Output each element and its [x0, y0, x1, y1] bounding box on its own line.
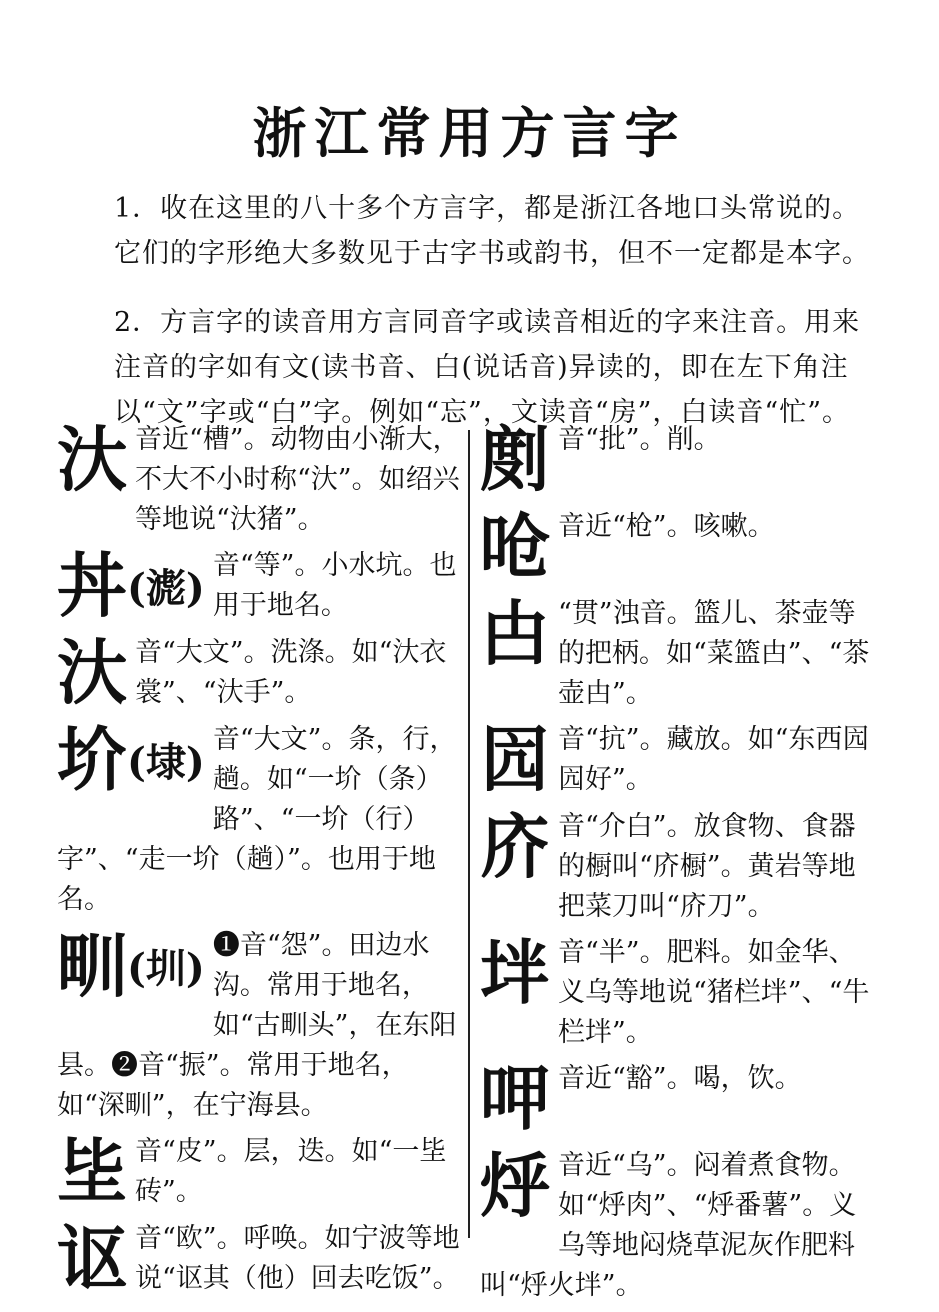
headword-char: 呷: [480, 1057, 550, 1140]
dictionary-entry: [480, 1059, 880, 1140]
entry-headword: [480, 505, 550, 588]
entry-definition: 音“皮”。层，迭。如“一坒砖”。: [135, 1136, 447, 1207]
dictionary-entry: [480, 594, 880, 714]
headword-char: 讴: [57, 1217, 127, 1300]
entry-headword: [480, 418, 550, 501]
dictionary-entry: [480, 420, 880, 501]
entry-definition: 音近“豁”。喝，饮。: [558, 1063, 802, 1094]
entry-headword: [57, 544, 205, 627]
page-title: 浙江常用方言字: [252, 101, 687, 165]
entry-headword: [480, 718, 550, 801]
headword-variant: (滮): [127, 565, 205, 612]
headword-char: 呛: [480, 505, 550, 588]
right-column: [480, 420, 880, 1312]
entry-definition: 音“大文”。洗涤。如“汏衣裳”、“汏手”。: [135, 637, 447, 708]
dictionary-entry: [480, 720, 880, 801]
entry-definition: ❶音“怨”。田边水沟。常用于地名，如“古甽头”，在东阳县。❷音“振”。常用于地名，如“深甽”，在宁海县。: [57, 930, 457, 1121]
entry-definition: 音“等”。小水坑。也用于地名。: [212, 550, 457, 621]
entry-definition: 音“介白”。放食物、食器的橱叫“庎橱”。黄岩等地把菜刀叫“庎刀”。: [558, 811, 856, 922]
dictionary-entry: [57, 1132, 463, 1213]
headword-char: 坢: [480, 931, 550, 1014]
headword-char: 囥: [480, 718, 550, 801]
dictionary-entry: [480, 1146, 880, 1306]
dictionary-entry: [57, 926, 463, 1126]
intro-paragraph-1: [58, 186, 880, 276]
entry-headword: [57, 631, 127, 714]
entry-headword: [57, 418, 127, 501]
column-divider: [468, 430, 470, 1238]
headword-char: 汏: [57, 418, 127, 501]
intro-text: 2．方言字的读音用方言同音字或读音相近的字来注音。用来注音的字如有文(读书音、白(说话音)异读的，即在左下角注以“文”字或“白”字。例如“忘”，文读音“房”，白读音“忙”。: [114, 307, 861, 428]
entry-headword: [57, 718, 205, 801]
entry-headword: [57, 1130, 127, 1213]
entry-definition: 音“半”。肥料。如金华、义乌等地说“猪栏坢”、“牛栏坢”。: [558, 937, 870, 1048]
headword-char: 剫: [480, 418, 550, 501]
entry-definition: 音“抗”。藏放。如“东西囥囥好”。: [558, 724, 870, 795]
entry-headword: [480, 1144, 550, 1227]
entry-definition: 音“欧”。呼唤。如宁波等地说“讴其（他）回去吃饭”。: [135, 1223, 460, 1294]
intro-text: 1．收在这里的八十多个方言字，都是浙江各地口头常说的。它们的字形绝大多数见于古字书或韵书，但不一定都是本字。: [114, 193, 870, 269]
headword-variant: (埭): [127, 739, 205, 786]
dictionary-entry: [480, 807, 880, 927]
headword-char: 甴: [480, 592, 550, 675]
dictionary-entry: [57, 546, 463, 627]
headword-variant: (圳): [127, 945, 205, 992]
entry-headword: [480, 805, 550, 888]
entry-headword: [480, 931, 550, 1014]
entry-definition: 音“大文”。条，行，趟。如“一圿（条）路”、“一圿（行）字”、“走一圿（趟）”。也用于地名。: [57, 724, 457, 915]
headword-char: 汏: [57, 631, 127, 714]
dictionary-entry: [57, 420, 463, 540]
headword-char: 烀: [480, 1144, 550, 1227]
intro-paragraph-2: [58, 300, 880, 435]
entry-definition: “贯”浊音。篮儿、茶壶等的把柄。如“菜篮甴”、“茶壶甴”。: [558, 598, 870, 709]
headword-char: 丼: [57, 544, 127, 627]
entry-definition: 音“批”。削。: [558, 424, 721, 455]
left-column: [57, 420, 463, 1306]
entry-headword: [57, 1217, 127, 1300]
headword-char: 甽: [57, 924, 127, 1007]
entry-headword: [480, 1057, 550, 1140]
dictionary-entry: [480, 507, 880, 588]
headword-char: 庎: [480, 805, 550, 888]
dictionary-entry: [57, 633, 463, 714]
entry-definition: 音近“枪”。咳嗽。: [558, 511, 775, 542]
dictionary-entry: [57, 720, 463, 920]
entry-headword: [480, 592, 550, 675]
headword-char: 圿: [57, 718, 127, 801]
headword-char: 坒: [57, 1130, 127, 1213]
entry-headword: [57, 924, 205, 1007]
dictionary-entry: [480, 933, 880, 1053]
entry-definition: 音近“乌”。闷着煮食物。如“烀肉”、“烀番薯”。义乌等地闷烧草泥灰作肥料叫“烀火坢”。: [480, 1150, 857, 1301]
dictionary-entry: [57, 1219, 463, 1300]
entry-definition: 音近“槽”。动物由小渐大，不大不小时称“汏”。如绍兴等地说“汏猪”。: [135, 424, 460, 535]
